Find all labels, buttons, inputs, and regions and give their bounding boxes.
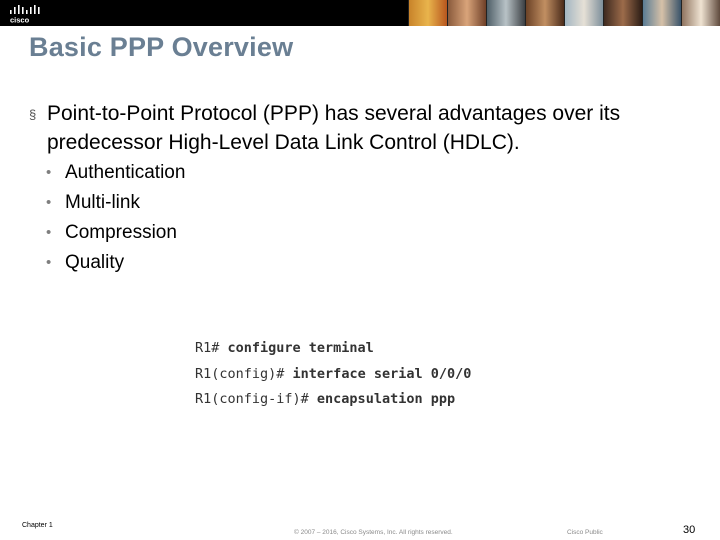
sub-bullet-marker: • <box>46 254 52 271</box>
header-photo <box>564 0 603 26</box>
header-photo <box>408 0 447 26</box>
sub-bullet-item <box>46 218 185 248</box>
footer-chapter: Chapter 1 <box>22 522 53 529</box>
sub-bullet-item <box>46 188 185 218</box>
header-photo <box>447 0 486 26</box>
cli-line <box>195 364 471 390</box>
sub-bullet-text: Multi-link <box>65 192 140 213</box>
header-bar <box>0 0 720 26</box>
cli-command: encapsulation ppp <box>316 391 456 407</box>
sub-bullet-marker: • <box>46 224 52 241</box>
header-photo <box>525 0 564 26</box>
header-photo <box>642 0 681 26</box>
header-photo-strip <box>408 0 720 26</box>
page-number: 30 <box>683 524 696 536</box>
cli-prompt: R1# <box>195 340 228 356</box>
sub-bullet-text: Quality <box>65 252 125 273</box>
cisco-logo <box>8 4 42 24</box>
cli-code-block <box>195 338 471 415</box>
bullet-marker: § <box>29 107 37 122</box>
sub-bullet-item <box>46 248 185 278</box>
header-photo <box>486 0 525 26</box>
cli-command: interface serial 0/0/0 <box>292 365 472 382</box>
sub-bullet-item <box>46 158 185 188</box>
header-photo <box>603 0 642 26</box>
sub-bullet-text: Authentication <box>65 162 186 183</box>
cli-prompt: R1(config)# <box>195 365 293 382</box>
sub-bullet-list <box>46 158 185 278</box>
main-bullet <box>29 99 689 157</box>
cli-prompt: R1(config-if)# <box>195 391 317 407</box>
cisco-logo-text: cisco <box>10 15 30 24</box>
sub-bullet-marker: • <box>46 194 52 211</box>
footer-copyright: © 2007 – 2016, Cisco Systems, Inc. All rights reserved. <box>294 529 453 536</box>
sub-bullet-marker: • <box>46 164 52 181</box>
header-photo <box>681 0 720 26</box>
sub-bullet-text: Compression <box>65 222 177 243</box>
cli-line <box>195 389 471 415</box>
footer-classification: Cisco Public <box>567 529 603 536</box>
cli-command: configure terminal <box>227 340 374 356</box>
slide-title: Basic PPP Overview <box>29 32 294 62</box>
main-bullet-text: Point-to-Point Protocol (PPP) has several advantages over its predecessor High-Level Data Link Control (HDLC). <box>47 102 621 154</box>
cli-line <box>195 338 471 364</box>
